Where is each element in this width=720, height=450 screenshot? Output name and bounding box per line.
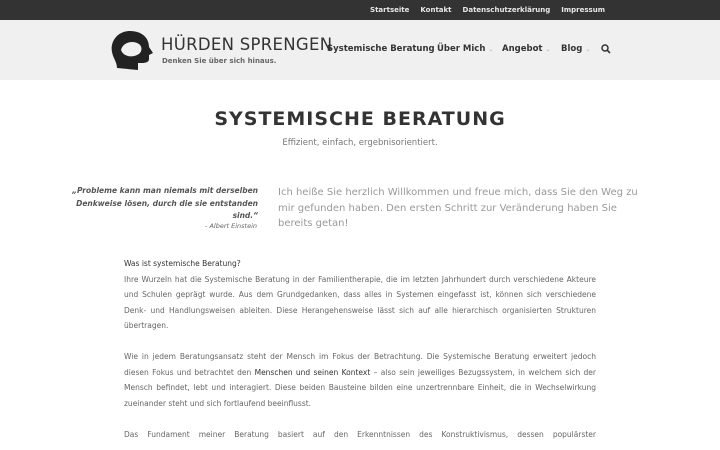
page-subtitle: Effizient, einfach, ergebnisorientiert. [282,138,438,148]
einstein-quote: „Probleme kann man niemals mit derselben Denkweise lösen, durch die sie entstanden sind.“ [72,186,258,220]
nav-item-blog[interactable] [561,44,590,54]
nav-item-label: Über Mich [437,44,486,54]
top-link-kontakt[interactable]: Kontakt [420,6,452,14]
nav-item-systemische-beratung[interactable] [327,44,435,54]
top-link-startseite[interactable]: Startseite [370,6,410,14]
top-link-datenschutz[interactable]: Datenschutzerklärung [462,6,551,14]
top-links [370,0,605,20]
top-bar [0,0,720,20]
nav-item-label: Systemische Beratung [327,44,435,54]
search-icon[interactable] [601,44,611,54]
top-link-impressum[interactable]: Impressum [561,6,605,14]
content-paragraph-2 [124,349,596,411]
intro-text: Ich heiße Sie herzlich Willkommen und freue mich, dass Sie den Weg zu mir gefunden haben. Den ersten Schritt zur Veränderung haben Sie bereits getan! [278,187,638,229]
chevron-down-icon: ⌄ [545,45,551,53]
content-paragraph-3 [124,427,596,443]
nav-item-label: Blog [561,44,583,54]
brand-name[interactable]: HÜRDEN SPRENGEN [161,35,333,54]
para2-text-before: Wie in jedem Beratungsansatz steht der Mensch im Fokus der Betrachtung. Die Systemische Beratung erweitert jedoch diesen Fokus und betrachtet den [124,352,596,377]
para3-text: Das Fundament meiner Beratung basiert auf den Erkenntnissen des Konstruktivismus, dessen populärster [124,429,596,439]
head-logo-icon[interactable] [109,28,155,72]
nav-item-ueber-mich[interactable] [437,44,493,54]
brand-tagline: Denken Sie über sich hinaus. [162,57,277,65]
chevron-down-icon: ⌄ [488,45,494,53]
main-content [124,256,596,442]
chevron-down-icon: ⌄ [585,45,591,53]
quote-author: - Albert Einstein [205,222,257,230]
para2-text-after: – also sein jeweiliges Bezugssystem, in welchem sich der Mensch befindet, lebt und interagiert. Diese beiden Bausteine bilden eine unzertrennbare Einheit, die in Wechselwirkung zueinander steht und sich fortlaufend beeinflusst. [124,367,596,408]
section-question: Was ist systemische Beratung? [124,259,241,268]
nav-item-label: Angebot [502,44,543,54]
para2-highlight: Menschen und seinen Kontext [254,367,371,377]
page-title: SYSTEMISCHE BERATUNG [214,108,506,130]
nav-item-angebot[interactable] [502,44,551,54]
content-paragraph-1: Ihre Wurzeln hat die Systemische Beratung in der Familientherapie, die im letzten Jahrhundert durch verschiedene Akteure und Schulen geprägt wurde. Aus dem Grundgedanken, dass alles in Systemen eingefasst ist, können sich verschiedene Denk- und Handlungsweisen ableiten. Diese Herangehensweise lässt sich auf alle hierarchisch organisierten Strukturen übertragen. [124,274,596,330]
